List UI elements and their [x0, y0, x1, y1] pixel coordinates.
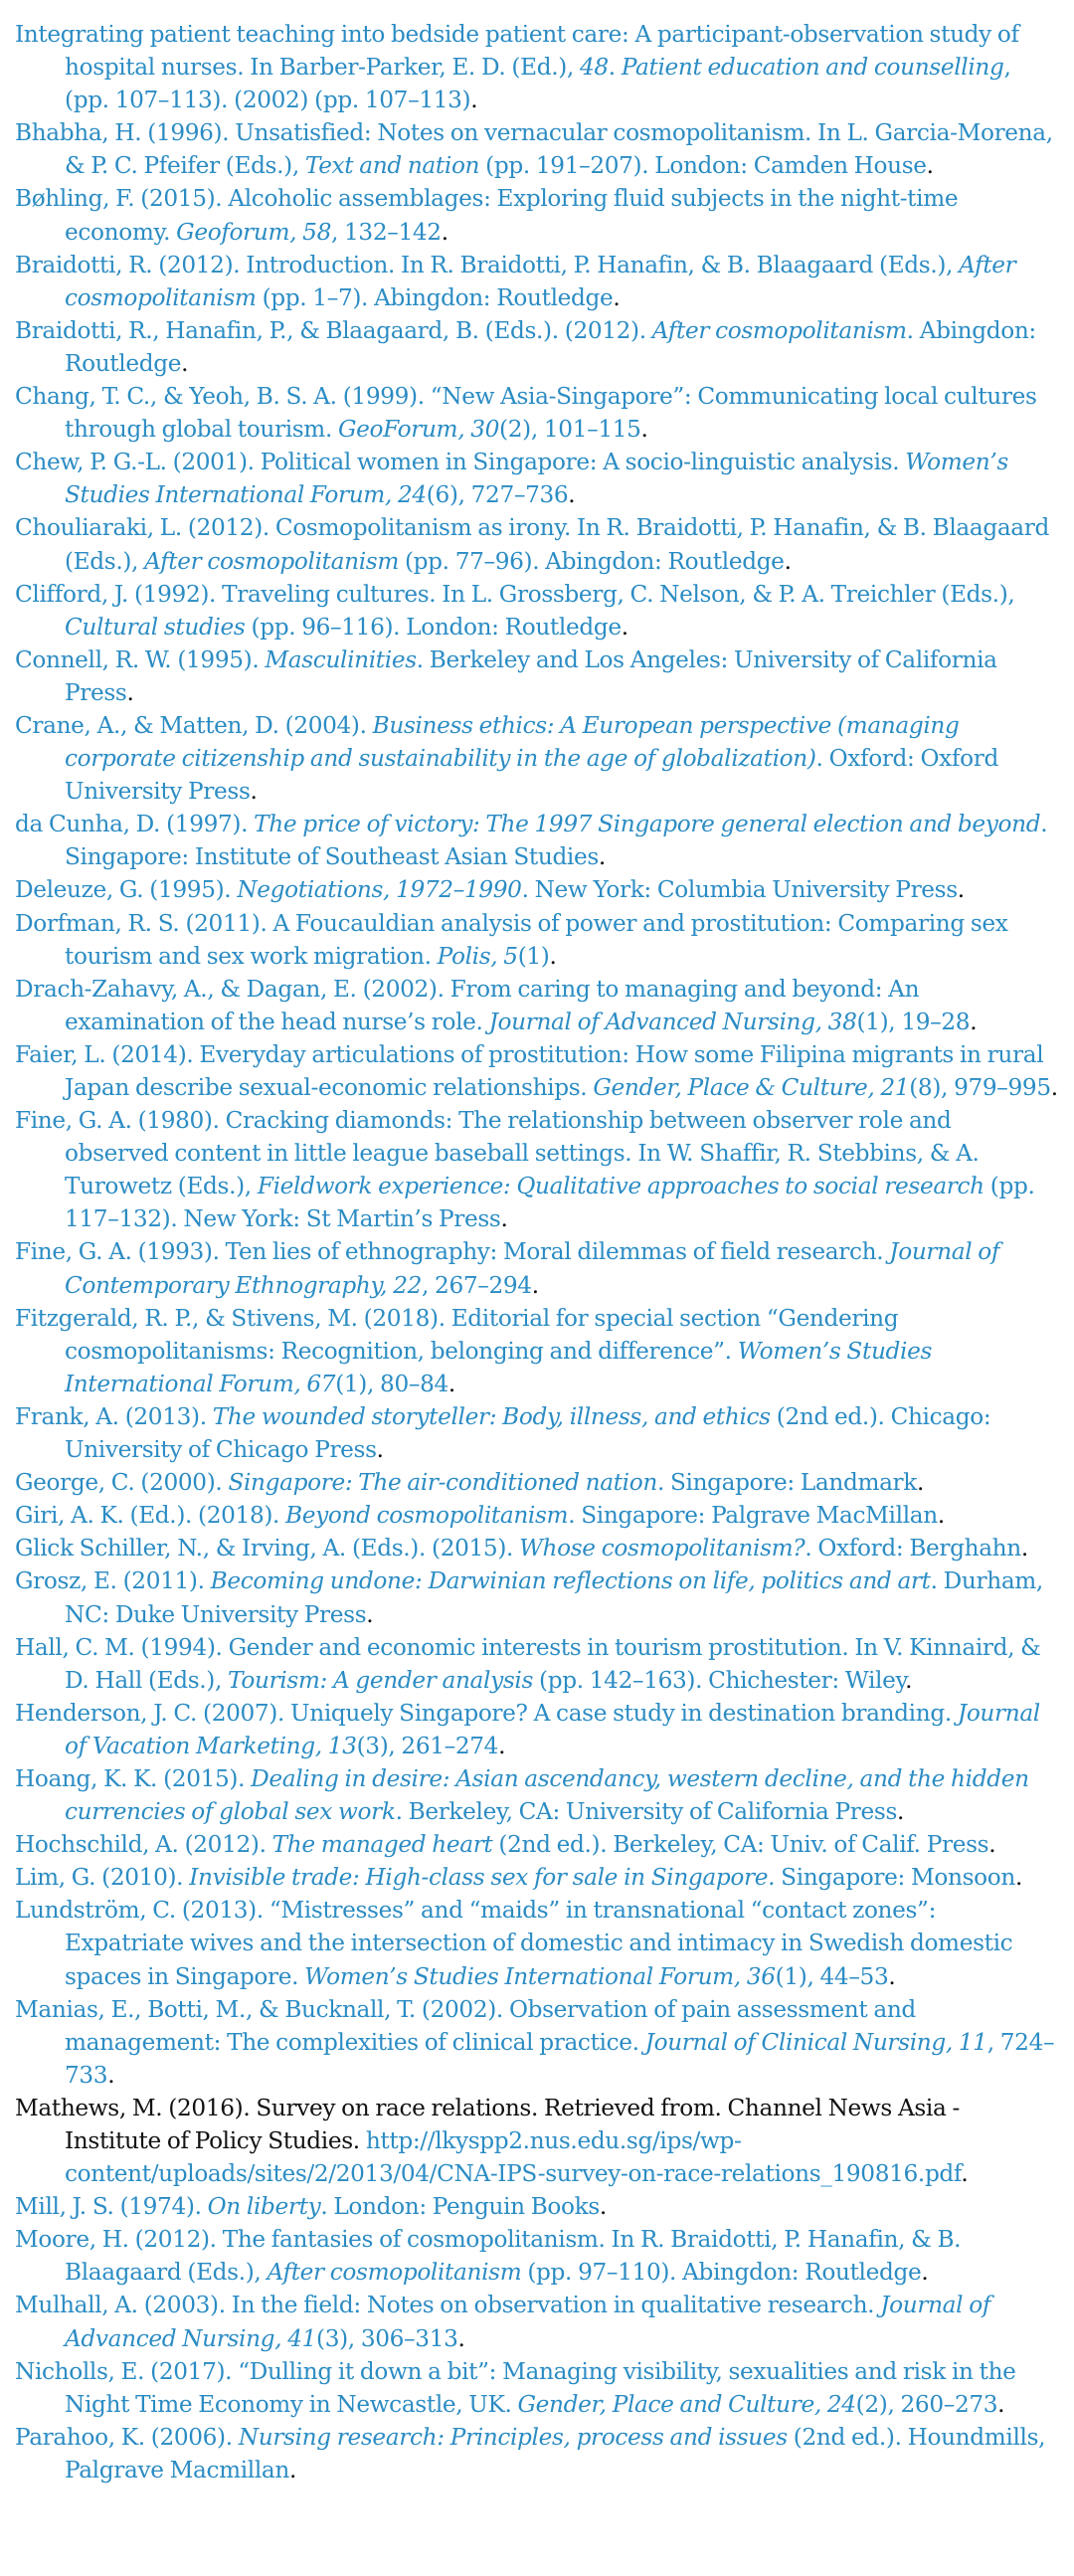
reference-url-link[interactable]: http://lkyspp2.nus.edu.sg/ips/wp-content/uploads/sites/2/2013/04/CNA-IPS-survey-on-race-relations_190816.pdf — [65, 2127, 962, 2188]
reference-text: (6), 727–736 — [426, 481, 569, 509]
reference-italic-title: Journal of Vacation Marketing, 13 — [65, 1699, 1040, 1759]
terminal-period: . — [988, 1831, 996, 1859]
reference-text: Fine, G. A. (1993). Ten lies of ethnography: Moral dilemmas of field research. — [15, 1238, 890, 1266]
reference-italic-title: Tourism: A gender analysis — [228, 1666, 534, 1694]
reference-text: . Durham, NC: Duke University Press — [65, 1567, 1043, 1628]
reference-entry[interactable] — [15, 2289, 1059, 2354]
terminal-period: . — [957, 876, 965, 904]
reference-entry[interactable] — [15, 249, 1059, 314]
terminal-period: . — [568, 481, 576, 509]
reference-text: (2), 101–115 — [499, 416, 641, 444]
reference-italic-title: Masculinities — [265, 645, 417, 673]
reference-text: (pp. 97–110). Abingdon: Routledge — [521, 2259, 922, 2287]
terminal-period: . — [621, 613, 628, 641]
reference-text: Chew, P. G.-L. (2001). Political women in Singapore: A socio-linguistic analysis. — [15, 449, 906, 476]
terminal-period: . — [448, 1370, 455, 1397]
reference-entry[interactable] — [15, 1631, 1059, 1697]
terminal-period: . — [784, 547, 792, 575]
terminal-period: . — [1020, 1535, 1028, 1563]
reference-entry[interactable] — [15, 1038, 1059, 1104]
reference-entry[interactable] — [15, 182, 1059, 248]
reference-italic-title: Women’s Studies International Forum, 36 — [304, 1962, 776, 1990]
reference-text: Connell, R. W. (1995). — [15, 645, 266, 673]
terminal-period: . — [250, 778, 258, 806]
reference-italic-title: Dealing in desire: Asian ascendancy, western decline, and the hidden currencies of global sex work — [65, 1764, 1029, 1826]
reference-italic-title: Gender, Place & Culture, 21 — [593, 1074, 910, 1101]
reference-text: . London: Penguin Books — [320, 2193, 600, 2221]
reference-text: Frank, A. (2013). — [15, 1402, 213, 1430]
reference-text: Manias, E., Botti, M., & Bucknall, T. (2002). Observation of pain assessment and management: The complexities of clinical practice. — [15, 1995, 916, 2056]
terminal-period: . — [897, 1798, 905, 1826]
reference-entry[interactable] — [15, 1993, 1059, 2092]
reference-italic-title: Gender, Place and Culture, 24 — [517, 2390, 856, 2418]
reference-text: (3), 261–274 — [356, 1732, 499, 1759]
terminal-period: . — [613, 283, 621, 311]
reference-entry[interactable] — [15, 446, 1059, 511]
terminal-period: . — [1014, 1864, 1022, 1892]
terminal-period: . — [441, 218, 448, 246]
reference-list — [15, 18, 1059, 2486]
reference-entry[interactable] — [15, 1828, 1059, 1861]
reference-italic-title: The managed heart — [271, 1831, 493, 1859]
reference-italic-title: Negotiations, 1972–1990 — [237, 876, 522, 904]
reference-text: Lundström, C. (2013). “Mistresses” and “maids” in transnational “contact zones”: Expatriate wives and the intersection of domestic and intimacy in Swedish domestic spaces in Singapore. — [15, 1897, 1013, 1990]
reference-text: . Singapore: Institute of Southeast Asian Studies — [65, 811, 1048, 871]
reference-text: Braidotti, R. (2012). Introduction. In R. Braidotti, P. Hanafin, & B. Blaagaard (Eds.), — [15, 251, 960, 278]
reference-entry[interactable] — [15, 380, 1059, 446]
reference-text: Giri, A. K. (Ed.). (2018). — [15, 1502, 286, 1530]
reference-entry[interactable] — [15, 709, 1059, 808]
terminal-period: . — [376, 1436, 384, 1464]
reference-text: . Berkeley and Los Angeles: University of California Press — [65, 645, 997, 706]
reference-text: (1), 19–28 — [856, 1008, 971, 1035]
reference-text: (1), 80–84 — [335, 1370, 448, 1397]
reference-text: (1) — [517, 942, 550, 970]
reference-text: (pp. 96–116). London: Routledge — [245, 613, 622, 641]
reference-italic-title: The wounded storyteller: Body, illness, and ethics — [212, 1402, 771, 1430]
reference-entry[interactable] — [15, 1532, 1059, 1564]
reference-text: Drach-Zahavy, A., & Dagan, E. (2002). From caring to managing and beyond: An examination of the head nurse’s role. — [15, 975, 920, 1035]
reference-text: Deleuze, G. (1995). — [15, 876, 238, 904]
reference-text: Integrating patient teaching into bedside patient care: A participant-observation study of hospital nurses. In Barber-Parker, E. D. (Ed.), — [15, 21, 1019, 82]
reference-text: Henderson, J. C. (2007). Uniquely Singapore? A case study in destination branding. — [15, 1699, 958, 1727]
reference-text: (2nd ed.). Berkeley, CA: Univ. of Calif. Press — [492, 1831, 989, 1859]
reference-italic-title: GeoForum, 30 — [338, 416, 500, 444]
reference-italic-title: After cosmopolitanism — [651, 316, 907, 344]
reference-text: Bøhling, F. (2015). Alcoholic assemblages: Exploring fluid subjects in the night-time economy. — [15, 185, 959, 246]
reference-text: Glick Schiller, N., & Irving, A. (Eds.). (2015). — [15, 1535, 520, 1563]
terminal-period: . — [598, 843, 606, 871]
reference-entry[interactable] — [15, 2223, 1059, 2289]
reference-entry[interactable] — [15, 1762, 1059, 1828]
terminal-period: . — [549, 942, 557, 970]
reference-text: Moore, H. (2012). The fantasies of cosmopolitanism. In R. Braidotti, P. Hanafin, & B. Blaagaard (Eds.), — [15, 2226, 962, 2287]
reference-entry[interactable] — [15, 2421, 1059, 2486]
reference-italic-title: On liberty — [207, 2193, 321, 2221]
reference-italic-title: Cultural studies — [65, 613, 246, 641]
terminal-period: . — [181, 349, 189, 377]
reference-text: . Oxford: Berghahn — [805, 1535, 1021, 1563]
reference-text: . Abingdon: Routledge — [65, 316, 1036, 377]
reference-entry[interactable] — [15, 116, 1059, 182]
reference-entry[interactable] — [15, 2355, 1059, 2421]
reference-text: George, C. (2000). — [15, 1469, 229, 1497]
reference-text: Dorfman, R. S. (2011). A Foucauldian analysis of power and prostitution: Comparing sex tourism and sex work migration. — [15, 909, 1008, 970]
reference-entry[interactable] — [15, 2092, 1059, 2190]
reference-italic-title: After cosmopolitanism — [144, 547, 399, 575]
reference-entry[interactable] — [15, 808, 1059, 873]
reference-text: Hall, C. M. (1994). Gender and economic interests in tourism prostitution. In V. Kinnaird, & D. Hall (Eds.), — [15, 1633, 1041, 1694]
terminal-period: . — [470, 87, 478, 114]
reference-italic-title: Women’s Studies International Forum, 67 — [65, 1337, 933, 1397]
reference-text: . Berkeley, CA: University of California Press — [395, 1798, 898, 1826]
reference-italic-title: Patient education and counselling — [621, 54, 1004, 82]
reference-text: Faier, L. (2014). Everyday articulations of prostitution: How some Filipina migrants in rural Japan describe sexual-economic relationships. — [15, 1040, 1044, 1101]
reference-text: Grosz, E. (2011). — [15, 1567, 211, 1595]
reference-text: . Singapore: Monsoon — [768, 1864, 1015, 1892]
reference-text: da Cunha, D. (1997). — [15, 811, 255, 838]
reference-italic-title: 48 — [579, 54, 609, 82]
reference-entry[interactable] — [15, 1564, 1059, 1630]
reference-text: (8), 979–995 — [909, 1074, 1051, 1101]
reference-entry[interactable] — [15, 973, 1059, 1038]
reference-text: (2nd ed.). Chicago: University of Chicago Press — [65, 1402, 991, 1464]
reference-text: (2), 260–273 — [855, 2390, 998, 2418]
terminal-period: . — [921, 2259, 929, 2287]
reference-entry[interactable] — [15, 511, 1059, 577]
reference-entry[interactable] — [15, 644, 1059, 709]
reference-entry[interactable] — [15, 1235, 1059, 1301]
reference-italic-title: Beyond cosmopolitanism — [285, 1502, 569, 1530]
reference-text: Nicholls, E. (2017). “Dulling it down a bit”: Managing visibility, sexualities and risk in the Night Time Economy in Newcastle, UK. — [15, 2357, 1016, 2418]
reference-italic-title: Singapore: The air-conditioned nation — [228, 1469, 657, 1497]
reference-entry[interactable] — [15, 1104, 1059, 1235]
reference-entry[interactable] — [15, 578, 1059, 644]
reference-text: . New York: Columbia University Press — [521, 876, 958, 904]
reference-text: Bhabha, H. (1996). Unsatisfied: Notes on vernacular cosmopolitanism. In L. Garcia-Morena, & P. C. Pfeifer (Eds.), — [15, 119, 1053, 180]
reference-text: (pp. 191–207). London: Camden House — [479, 152, 927, 180]
reference-text: . Oxford: Oxford University Press — [65, 745, 998, 806]
reference-text: , 724–733 — [65, 2028, 1055, 2089]
terminal-period: . — [917, 1469, 925, 1497]
reference-entry[interactable] — [15, 2190, 1059, 2223]
reference-italic-title: Becoming undone: Darwinian reflections on life, politics and art — [210, 1567, 931, 1595]
reference-text: , 132–142 — [330, 218, 442, 246]
reference-italic-title: Women’s Studies International Forum, 24 — [65, 449, 1008, 509]
reference-text: Parahoo, K. (2006). — [15, 2423, 239, 2451]
reference-text: (2nd ed.). Houndmills, Palgrave Macmillan — [65, 2423, 1046, 2484]
reference-text: , 267–294 — [422, 1271, 532, 1299]
reference-text: . Singapore: Landmark — [656, 1469, 917, 1497]
reference-text: Hochschild, A. (2012). — [15, 1831, 272, 1859]
reference-italic-title: Geoforum, 58 — [176, 218, 331, 246]
reference-text: Clifford, J. (1992). Traveling cultures. In L. Grossberg, C. Nelson, & P. A. Treichler (Eds.), — [15, 580, 1015, 608]
reference-entry[interactable] — [15, 907, 1059, 973]
reference-italic-title: Journal of Clinical Nursing, 11 — [644, 2028, 987, 2056]
reference-entry[interactable] — [15, 1861, 1059, 1894]
terminal-period: . — [970, 1008, 978, 1035]
terminal-period: . — [126, 678, 134, 706]
reference-italic-title: Polis, 5 — [437, 942, 518, 970]
reference-text: . Singapore: Palgrave MacMillan — [568, 1502, 938, 1530]
reference-text: (pp. 142–163). Chichester: Wiley — [533, 1666, 906, 1694]
reference-italic-title: The price of victory: The 1997 Singapore general election and beyond — [254, 811, 1041, 838]
terminal-period: . — [937, 1502, 945, 1530]
reference-entry[interactable] — [15, 873, 1059, 906]
terminal-period: . — [997, 2390, 1005, 2418]
terminal-period: . — [457, 2324, 465, 2352]
reference-entry[interactable] — [15, 314, 1059, 380]
reference-italic-title: After cosmopolitanism — [65, 251, 1016, 311]
terminal-period: . — [1050, 1074, 1058, 1101]
reference-text: Lim, G. (2010). — [15, 1864, 190, 1892]
reference-text: Mulhall, A. (2003). In the field: Notes on observation in qualitative research. — [15, 2292, 881, 2319]
reference-text: Hoang, K. K. (2015). — [15, 1764, 252, 1792]
reference-text: Crane, A., & Matten, D. (2004). — [15, 711, 373, 739]
reference-text: (3), 306–313 — [316, 2324, 458, 2352]
terminal-period: . — [498, 1732, 506, 1759]
terminal-period: . — [289, 2456, 297, 2484]
reference-entry[interactable] — [15, 1466, 1059, 1499]
reference-text: (1), 44–53 — [775, 1962, 889, 1990]
terminal-period: . — [531, 1271, 539, 1299]
reference-text: Mill, J. S. (1974). — [15, 2193, 208, 2221]
reference-entry[interactable] — [15, 1302, 1059, 1400]
terminal-period: . — [599, 2193, 607, 2221]
reference-text: Braidotti, R., Hanafin, P., & Blaagaard, B. (Eds.). (2012). — [15, 316, 652, 344]
reference-italic-title: Invisible trade: High-class sex for sale in Singapore — [189, 1864, 769, 1892]
terminal-period: . — [640, 416, 648, 444]
reference-text: (pp. 117–132). New York: St Martin’s Press — [65, 1173, 1035, 1233]
reference-italic-title: Journal of Contemporary Ethnography, 22 — [65, 1238, 1000, 1299]
reference-text: , (pp. 107–113). (2002) (pp. 107–113) — [65, 54, 1011, 114]
terminal-period: . — [961, 2160, 969, 2188]
reference-entry[interactable] — [15, 1894, 1059, 1992]
reference-italic-title: Journal of Advanced Nursing, 38 — [488, 1008, 857, 1035]
terminal-period: . — [500, 1205, 508, 1233]
terminal-period: . — [926, 152, 934, 180]
terminal-period: . — [366, 1600, 374, 1628]
reference-text: Mathews, M. (2016). Survey on race relations. Retrieved from. Channel News Asia - Institute of Policy Studies. — [15, 2094, 960, 2154]
terminal-period: . — [888, 1962, 896, 1990]
reference-italic-title: After cosmopolitanism — [267, 2259, 522, 2287]
reference-text: Fitzgerald, R. P., & Stivens, M. (2018). Editorial for special section “Gendering cosmopolitanisms: Recognition, belonging and difference”. — [15, 1304, 899, 1365]
reference-entry[interactable] — [15, 1400, 1059, 1466]
reference-text: . — [608, 54, 622, 82]
reference-entry[interactable] — [15, 1697, 1059, 1762]
reference-italic-title: Text and nation — [304, 152, 480, 180]
terminal-period: . — [905, 1666, 913, 1694]
reference-entry[interactable] — [15, 18, 1059, 116]
reference-text: Chouliaraki, L. (2012). Cosmopolitanism as irony. In R. Braidotti, P. Hanafin, & B. Blaagaard (Eds.), — [15, 514, 1050, 575]
reference-text: (pp. 1–7). Abingdon: Routledge — [256, 283, 614, 311]
reference-italic-title: Nursing research: Principles, process and issues — [238, 2423, 788, 2451]
reference-italic-title: Fieldwork experience: Qualitative approaches to social research — [257, 1173, 984, 1200]
reference-italic-title: Whose cosmopolitanism? — [519, 1535, 806, 1563]
reference-text: Fine, G. A. (1980). Cracking diamonds: The relationship between observer role and observed content in little league baseball settings. In W. Shaffir, R. Stebbins, & A. Turowetz (Eds.), — [15, 1107, 980, 1200]
terminal-period: . — [107, 2061, 115, 2089]
reference-text: (pp. 77–96). Abingdon: Routledge — [398, 547, 785, 575]
reference-italic-title: Business ethics: A European perspective (managing corporate citizenship and sustainability in the age of globalization) — [65, 711, 960, 773]
reference-italic-title: Journal of Advanced Nursing, 41 — [65, 2292, 991, 2352]
reference-entry[interactable] — [15, 1499, 1059, 1532]
reference-text: Chang, T. C., & Yeoh, B. S. A. (1999). “New Asia-Singapore”: Communicating local cultures through global tourism. — [15, 383, 1037, 444]
